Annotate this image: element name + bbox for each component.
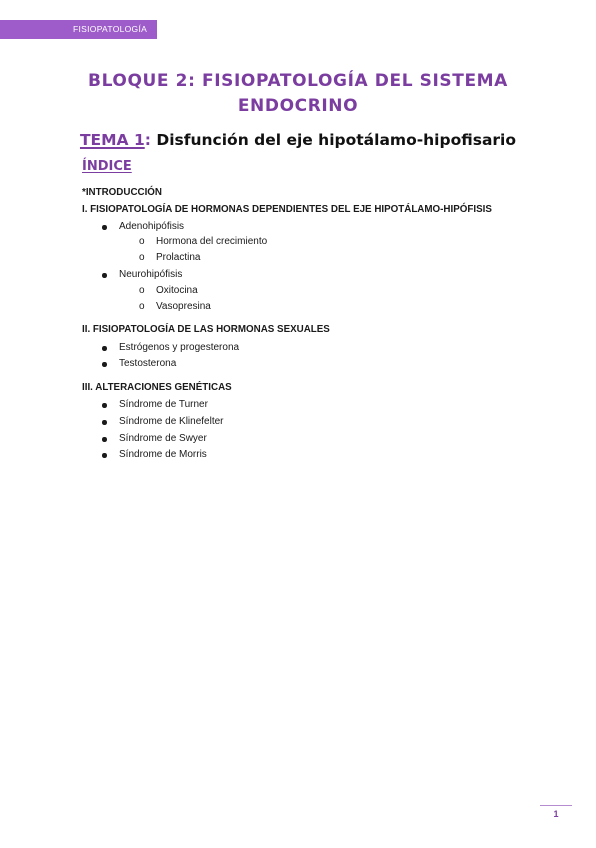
circle-bullet-icon: o	[139, 236, 145, 247]
bullet-icon	[102, 346, 107, 351]
toc-section-2-title: II. FISIOPATOLOGÍA DE LAS HORMONAS SEXUALES	[82, 324, 330, 335]
bullet-icon	[102, 420, 107, 425]
bullet-icon	[102, 225, 107, 230]
sub-list-item-label: Prolactina	[156, 252, 201, 263]
toc-section-1-title: I. FISIOPATOLOGÍA DE HORMONAS DEPENDIENTES DEL EJE HIPOTÁLAMO-HIPÓFISIS	[82, 204, 492, 215]
index-heading: ÍNDICE	[82, 159, 132, 174]
list-item-label: Testosterona	[119, 358, 177, 369]
bullet-icon	[102, 273, 107, 278]
list-item-label: Síndrome de Swyer	[119, 433, 207, 444]
bullet-icon	[102, 362, 107, 367]
bullet-icon	[102, 453, 107, 458]
list-item-label: Síndrome de Klinefelter	[119, 416, 224, 427]
sub-list-item-label: Vasopresina	[156, 301, 211, 312]
sub-list-item-label: Hormona del crecimiento	[156, 236, 268, 247]
circle-bullet-icon: o	[139, 252, 145, 263]
block-title-line-2: ENDOCRINO	[237, 96, 359, 116]
list-item-label: Síndrome de Morris	[119, 449, 207, 460]
list-item-label: Neurohipófisis	[119, 269, 183, 280]
list-item-label: Adenohipófisis	[119, 221, 185, 232]
toc-intro: *INTRODUCCIÓN	[82, 187, 163, 198]
bullet-icon	[102, 437, 107, 442]
topic-text: Disfunción del eje hipotálamo-hipofisario	[150, 131, 517, 149]
page-number: 1	[553, 809, 559, 819]
header-tab-label: FISIOPATOLOGÍA	[73, 24, 148, 34]
topic-prefix: TEMA 1	[79, 131, 145, 149]
list-item-label: Síndrome de Turner	[119, 399, 208, 410]
block-title	[0, 69, 596, 119]
toc-section-3-title: III. ALTERACIONES GENÉTICAS	[82, 382, 232, 393]
list-item-label: Estrógenos y progesterona	[119, 342, 240, 353]
sub-list-item-label: Oxitocina	[156, 285, 198, 296]
topic-colon: :	[144, 131, 151, 149]
header-tab	[0, 20, 157, 39]
circle-bullet-icon: o	[139, 285, 145, 296]
bullet-icon	[102, 403, 107, 408]
topic-title	[0, 129, 596, 151]
block-title-line-1: BLOQUE 2: FISIOPATOLOGÍA DEL SISTEMA	[88, 71, 508, 91]
footer-divider	[540, 805, 572, 806]
circle-bullet-icon: o	[139, 301, 145, 312]
